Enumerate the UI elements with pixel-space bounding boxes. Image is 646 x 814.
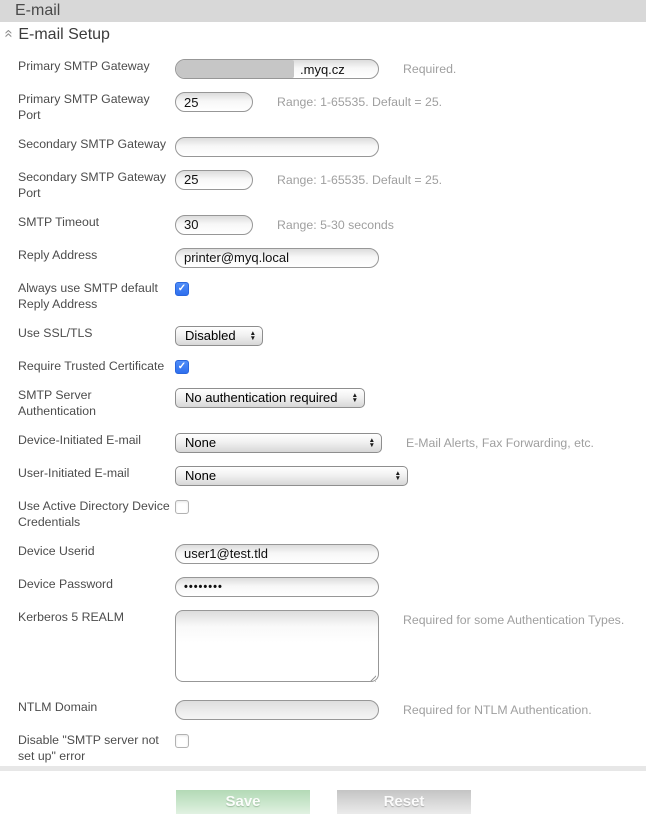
field-label: Disable "SMTP server not set up" error xyxy=(18,732,159,763)
form-row-always-use-smtp-default-reply-address xyxy=(0,281,646,313)
form-row-smtp-timeout xyxy=(0,215,646,235)
secondary-smtp-gateway-input[interactable] xyxy=(175,137,379,157)
device-password-input[interactable] xyxy=(175,577,379,597)
collapse-section-icon[interactable]: « xyxy=(0,29,18,38)
select-stepper-icon: ▲ ▼ xyxy=(249,329,256,342)
field-control xyxy=(175,544,379,564)
form-row-device-userid xyxy=(0,544,646,564)
field-hint: Range: 5-30 seconds xyxy=(277,217,394,232)
user-initiated-e-mail-select[interactable] xyxy=(175,466,408,486)
select-value: No authentication required xyxy=(185,390,338,406)
device-initiated-e-mail-select[interactable] xyxy=(175,433,382,453)
field-control xyxy=(175,281,189,296)
field-label: Always use SMTP default Reply Address xyxy=(18,280,158,311)
field-label: Device Userid xyxy=(18,543,95,558)
field-label: SMTP Server Authentication xyxy=(18,387,96,418)
section-title: E-mail Setup xyxy=(18,25,110,43)
field-control xyxy=(175,577,379,597)
field-control xyxy=(175,388,365,408)
form-row-smtp-server-authentication xyxy=(0,388,646,420)
kerberos-5-realm-textarea[interactable] xyxy=(175,610,379,682)
input-wrap xyxy=(175,92,253,112)
primary-smtp-gateway-port-input[interactable] xyxy=(175,92,253,112)
textarea-wrap xyxy=(175,610,379,687)
field-label: Kerberos 5 REALM xyxy=(18,609,124,624)
device-userid-input[interactable] xyxy=(175,544,379,564)
email-setup-form xyxy=(0,47,646,765)
form-row-secondary-smtp-gateway-port xyxy=(0,170,646,202)
field-label: Secondary SMTP Gateway xyxy=(18,136,167,151)
field-control xyxy=(175,466,408,486)
form-row-use-active-directory-device-credentials xyxy=(0,499,646,531)
form-row-reply-address xyxy=(0,248,646,268)
primary-smtp-gateway-input[interactable] xyxy=(175,59,379,79)
use-active-directory-device-credentials-checkbox[interactable] xyxy=(175,500,189,514)
form-row-device-initiated-e-mail xyxy=(0,433,646,453)
field-label: Use SSL/TLS xyxy=(18,325,93,340)
field-control xyxy=(175,215,253,235)
field-hint: Range: 1-65535. Default = 25. xyxy=(277,172,443,187)
form-row-require-trusted-certificate xyxy=(0,359,646,375)
smtp-timeout-input[interactable] xyxy=(175,215,253,235)
input-wrap xyxy=(175,248,379,268)
form-actions xyxy=(176,790,646,814)
smtp-server-authentication-select[interactable] xyxy=(175,388,365,408)
select-value: None xyxy=(185,435,217,451)
input-wrap xyxy=(175,700,379,720)
field-control xyxy=(175,610,379,687)
input-wrap xyxy=(175,170,253,190)
field-control xyxy=(175,92,253,112)
input-wrap xyxy=(175,577,379,597)
field-hint: Required for some Authentication Types. xyxy=(403,612,625,627)
field-control xyxy=(175,700,379,720)
ntlm-domain-input[interactable] xyxy=(175,700,379,720)
field-control xyxy=(175,499,189,514)
field-control xyxy=(175,326,263,346)
form-row-ntlm-domain xyxy=(0,700,646,720)
field-hint: Range: 1-65535. Default = 25. xyxy=(277,95,443,109)
field-control xyxy=(175,59,379,79)
field-label: Secondary SMTP Gateway Port xyxy=(18,169,167,200)
page-bottom-divider xyxy=(0,766,646,771)
field-label: NTLM Domain xyxy=(18,699,98,714)
input-wrap xyxy=(175,59,379,79)
select-value: Disabled xyxy=(185,328,236,344)
field-label: Primary SMTP Gateway Port xyxy=(18,92,150,122)
input-wrap xyxy=(175,137,379,157)
disable-smtp-server-not-set-up-error-checkbox[interactable] xyxy=(175,734,189,748)
secondary-smtp-gateway-port-input[interactable] xyxy=(175,170,253,190)
field-label: User-Initiated E-mail xyxy=(18,465,130,480)
field-label: Require Trusted Certificate xyxy=(18,358,165,373)
field-control xyxy=(175,733,189,748)
field-label: Reply Address xyxy=(18,247,98,262)
select-stepper-icon: ▲ ▼ xyxy=(394,469,401,482)
page-title-bar xyxy=(0,0,646,22)
field-label: Device-Initiated E-mail xyxy=(18,432,142,447)
select-stepper-icon: ▲ ▼ xyxy=(368,436,375,449)
form-row-user-initiated-e-mail xyxy=(0,466,646,486)
form-row-kerberos-5-realm xyxy=(0,610,646,687)
form-row-use-ssl-tls xyxy=(0,326,646,346)
form-row-secondary-smtp-gateway xyxy=(0,137,646,157)
field-label: Device Password xyxy=(18,576,113,591)
reply-address-input[interactable] xyxy=(175,248,379,268)
field-label: Primary SMTP Gateway xyxy=(18,59,150,73)
form-row-disable-smtp-server-not-set-up-error xyxy=(0,733,646,765)
select-stepper-icon: ▲ ▼ xyxy=(351,391,358,404)
input-wrap xyxy=(175,544,379,564)
reset-button[interactable]: Reset xyxy=(337,790,471,814)
field-label: SMTP Timeout xyxy=(18,214,100,229)
form-row-primary-smtp-gateway-port xyxy=(0,92,646,124)
form-row-primary-smtp-gateway xyxy=(0,59,646,79)
section-header xyxy=(0,22,646,47)
field-hint: E-Mail Alerts, Fax Forwarding, etc. xyxy=(406,435,594,450)
save-button[interactable]: Save xyxy=(176,790,310,814)
always-use-smtp-default-reply-address-checkbox[interactable]: ✓ xyxy=(175,282,189,296)
field-control xyxy=(175,170,253,190)
input-wrap xyxy=(175,215,253,235)
field-hint: Required for NTLM Authentication. xyxy=(403,702,592,717)
form-row-device-password xyxy=(0,577,646,597)
field-control xyxy=(175,248,379,268)
require-trusted-certificate-checkbox[interactable]: ✓ xyxy=(175,360,189,374)
page-title: E-mail xyxy=(15,2,61,19)
select-value: None xyxy=(185,468,217,484)
use-ssl-tls-select[interactable] xyxy=(175,326,263,346)
field-control xyxy=(175,137,379,157)
field-control xyxy=(175,359,189,374)
field-label: Use Active Directory Device Credentials xyxy=(18,498,170,529)
field-hint: Required. xyxy=(403,62,457,76)
field-control xyxy=(175,433,382,453)
